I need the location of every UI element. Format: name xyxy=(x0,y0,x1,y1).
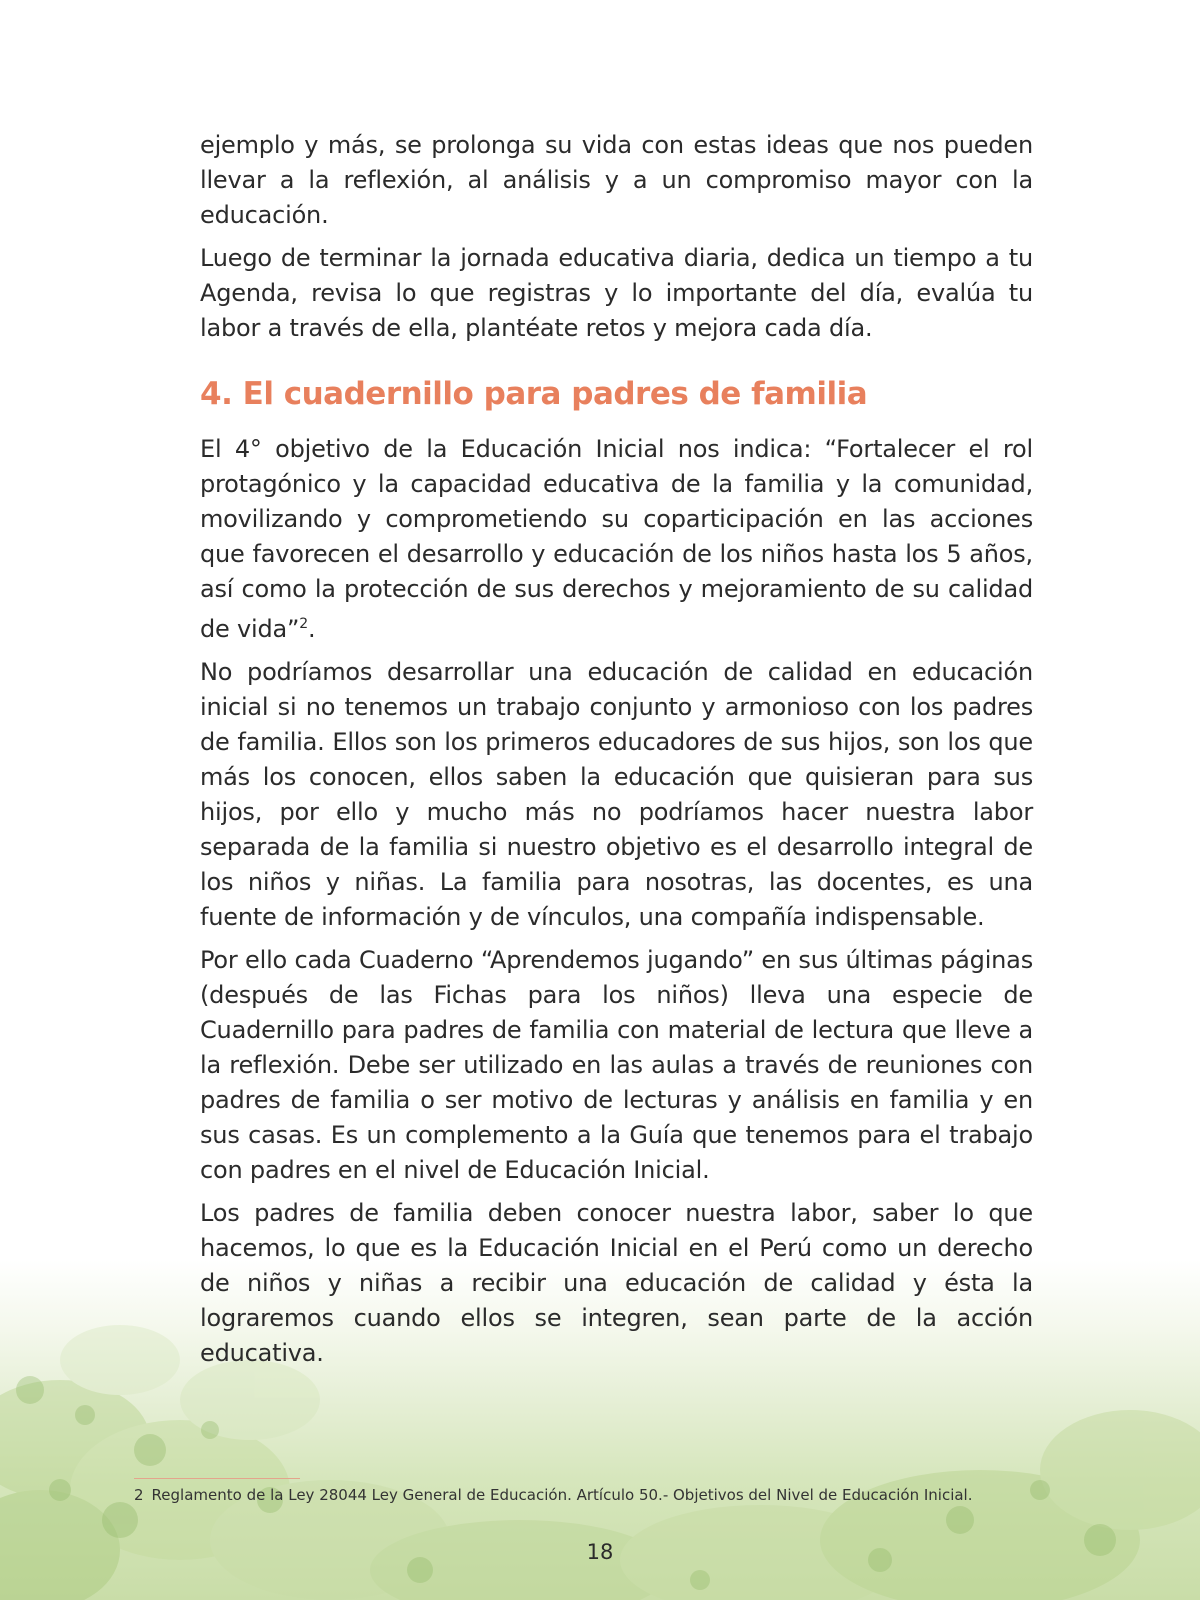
footnote-number: 2 xyxy=(134,1486,144,1504)
section-heading: 4. El cuadernillo para padres de familia xyxy=(200,376,868,412)
paragraph-agenda: Luego de terminar la jornada educativa diaria, dedica un tiempo a tu Agenda, revisa lo que registras y lo importante del día, evalúa tu labor a través de ella, plantéate retos y mejora cada día. xyxy=(200,244,1033,342)
paragraph-objective-text: El 4° objetivo de la Educación Inicial nos indica: “Fortalecer el rol protagónico y la capacidad educativa de la familia y la comunidad, movilizando y comprometiendo su coparticipación en las acciones que favorecen el desarrollo y educación de los niños hasta los 5 años, así como la protección de sus derechos y mejoramiento de su calidad de vida” xyxy=(200,435,1033,643)
footnote-divider xyxy=(134,1478,300,1479)
footnote xyxy=(134,1484,1034,1506)
footnote-reference: 2 xyxy=(299,616,308,632)
page-number: 18 xyxy=(586,1540,614,1564)
paragraph-family-work: No podríamos desarrollar una educación de calidad en educación inicial si no tenemos un trabajo conjunto y armonioso con los padres de familia. Ellos son los primeros educadores de sus hijos, son los que más los conocen, ellos saben la educación que quisieran para sus hijos, por ello y mucho más no podríamos hacer nuestra labor separada de la familia si nuestro objetivo es el desarrollo integral de los niños y niñas. La familia para nosotras, las docentes, es una fuente de información y de vínculos, una compañía indispensable. xyxy=(200,658,1033,931)
paragraph-cuaderno: Por ello cada Cuaderno “Aprendemos jugando” en sus últimas páginas (después de las Fichas para los niños) lleva una especie de Cuadernillo para padres de familia con material de lectura que lleve a la reflexión. Debe ser utilizado en las aulas a través de reuniones con padres de familia o ser motivo de lecturas y análisis en familia y en sus casas. Es un complemento a la Guía que tenemos para el trabajo con padres en el nivel de Educación Inicial. xyxy=(200,946,1033,1184)
paragraph-objective xyxy=(200,432,1033,647)
main-content xyxy=(200,128,1033,1379)
paragraph-parents-knowledge: Los padres de familia deben conocer nuestra labor, saber lo que hacemos, lo que es la Educación Inicial en el Perú como un derecho de niños y niñas a recibir una educación de calidad y ésta la lograremos cuando ellos se integren, sean parte de la acción educativa. xyxy=(200,1199,1033,1367)
paragraph-intro-continued: ejemplo y más, se prolonga su vida con estas ideas que nos pueden llevar a la reflexión, al análisis y a un compromiso mayor con la educación. xyxy=(200,131,1033,229)
footnote-text: Reglamento de la Ley 28044 Ley General de Educación. Artículo 50.- Objetivos del Nivel de Educación Inicial. xyxy=(151,1486,973,1504)
paragraph-objective-end: . xyxy=(308,615,316,643)
